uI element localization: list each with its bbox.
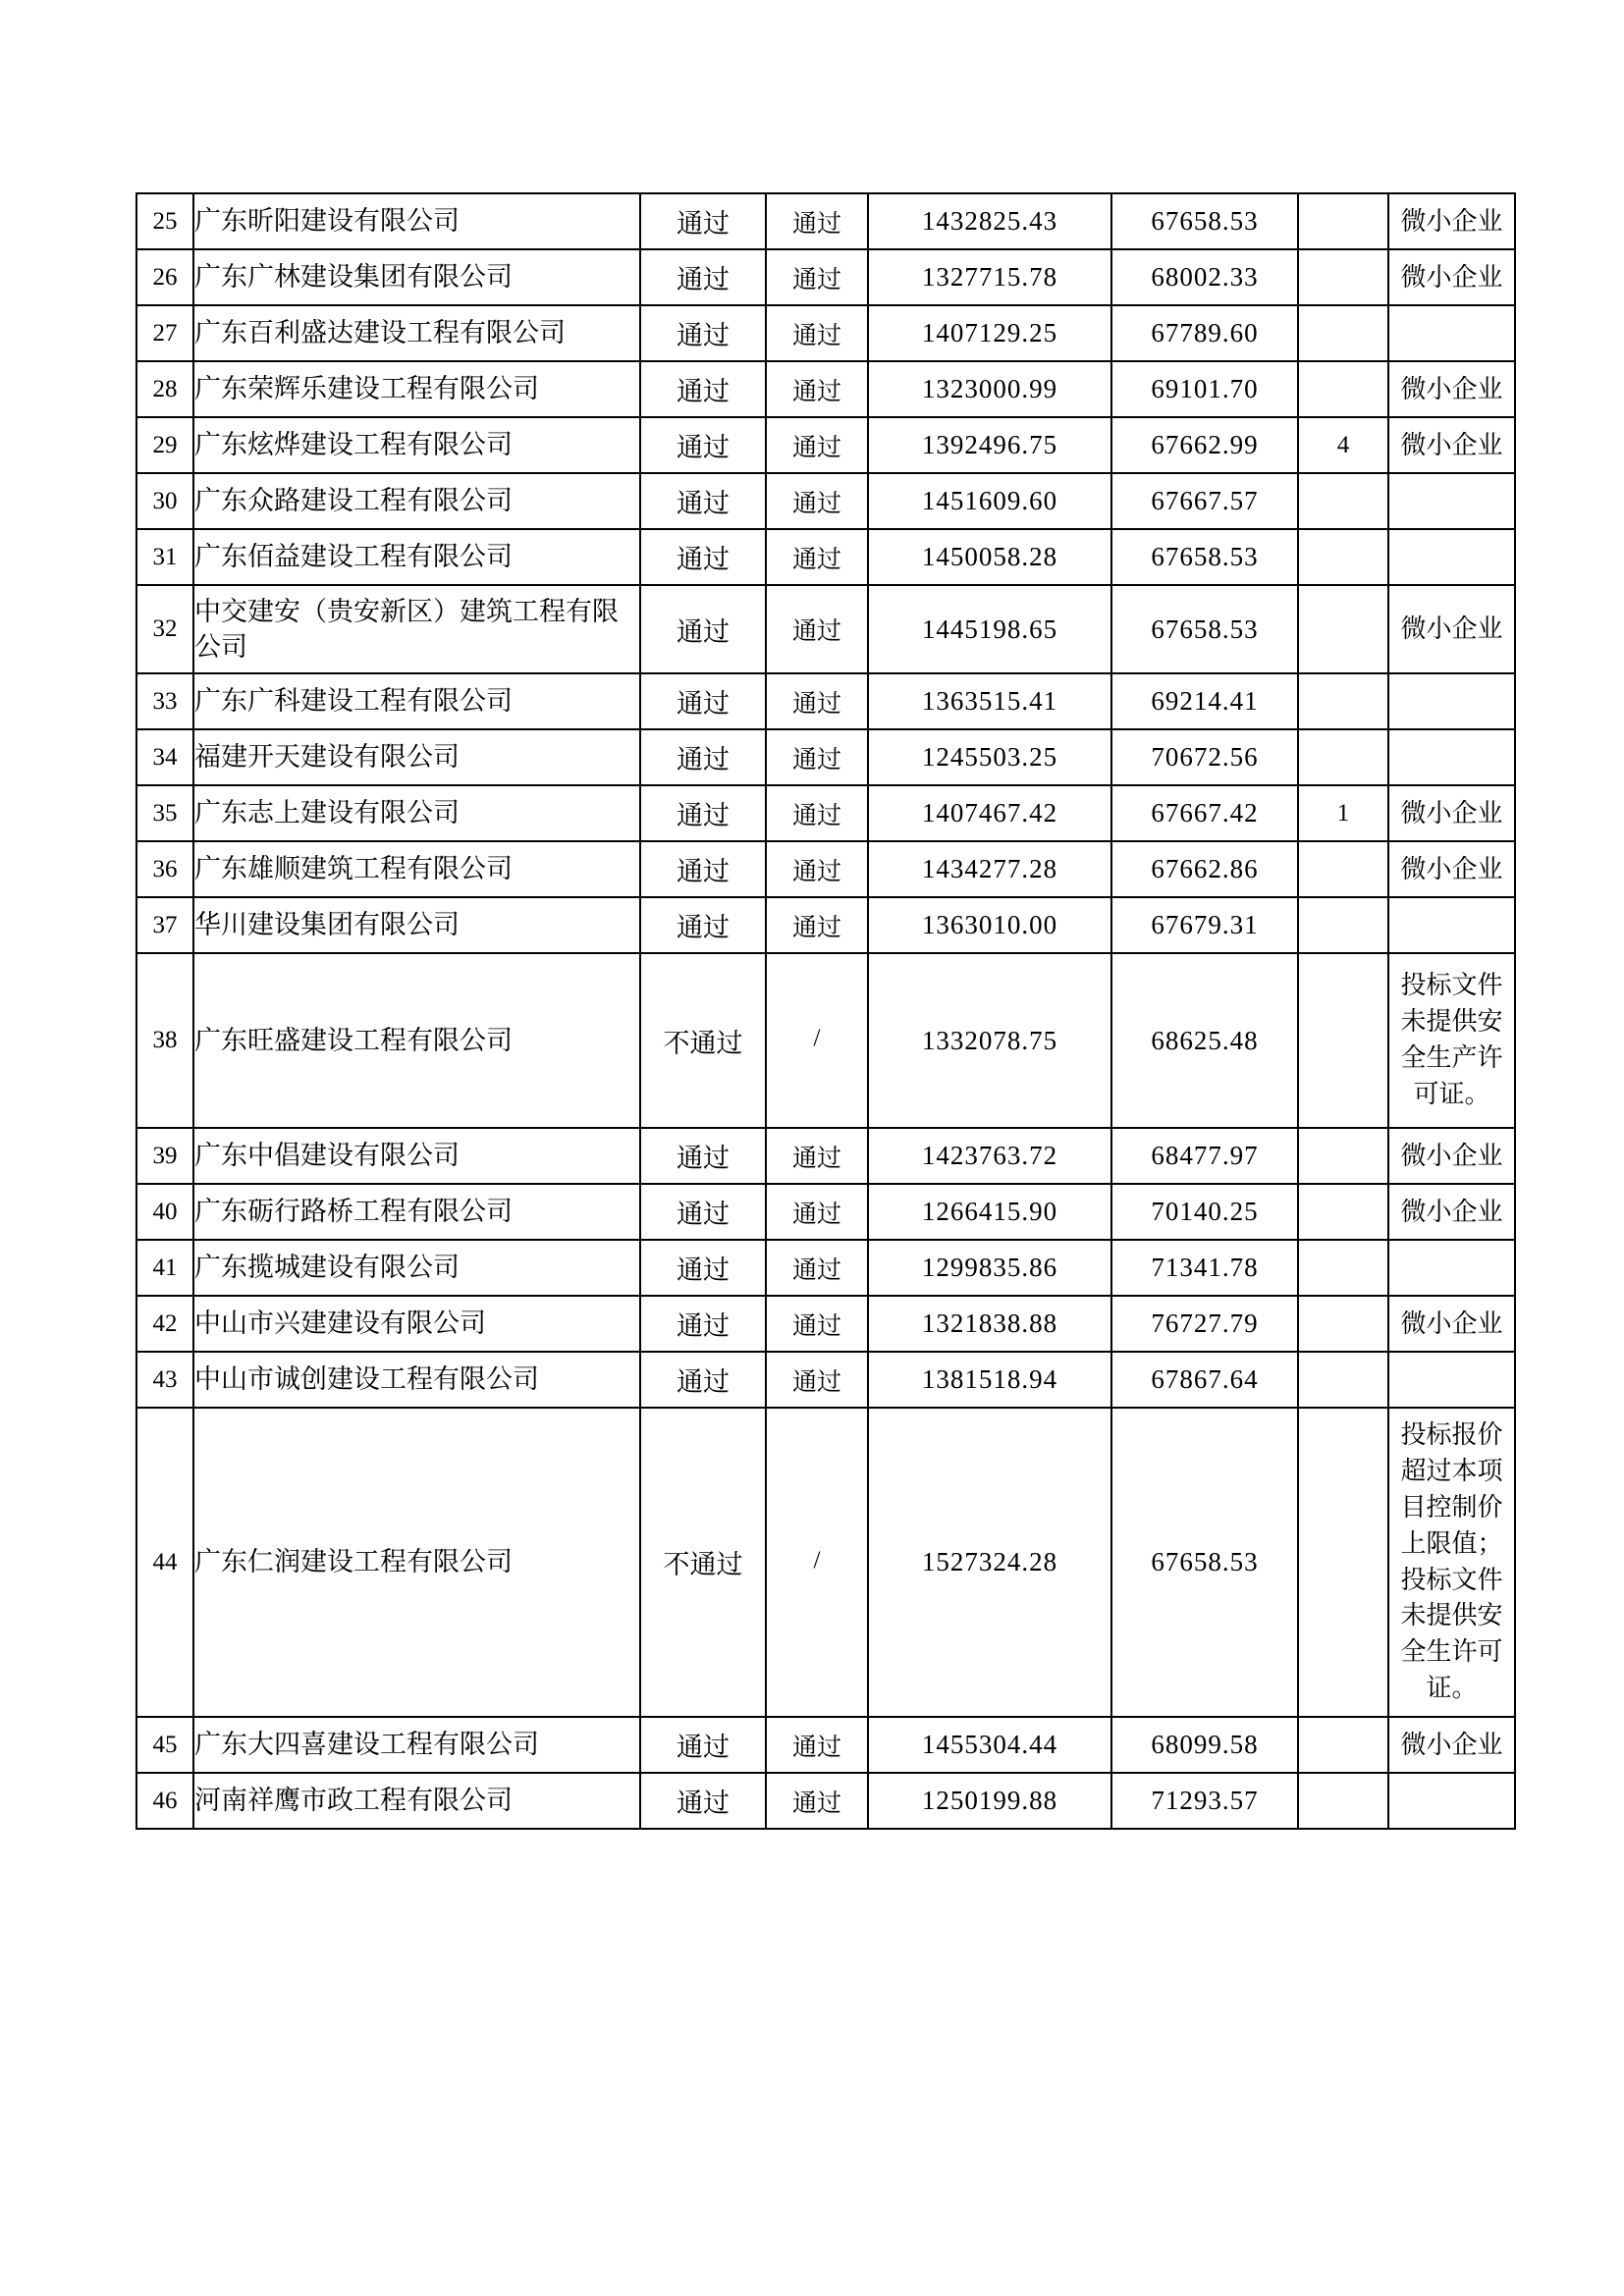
- bid-price: 1363515.41: [868, 673, 1111, 729]
- bid-price: 1266415.90: [868, 1184, 1111, 1240]
- responsiveness-check-result: /: [766, 1408, 868, 1717]
- enterprise-type-remark: [1388, 473, 1515, 529]
- bidder-name: 广东砺行路桥工程有限公司: [193, 1184, 640, 1240]
- bid-price: 1407467.42: [868, 785, 1111, 841]
- row-serial-number: 46: [136, 1773, 193, 1829]
- responsiveness-check-result: 通过: [766, 1352, 868, 1408]
- enterprise-type-remark: 微小企业: [1388, 1184, 1515, 1240]
- enterprise-type-remark: 微小企业: [1388, 361, 1515, 417]
- table-row: [136, 1128, 1515, 1184]
- table-row: [136, 1352, 1515, 1408]
- rejection-reason: 投标报价超过本项目控制价上限值；投标文件未提供安全生许可证。: [1388, 1408, 1515, 1717]
- bid-evaluation-table: [135, 192, 1516, 1830]
- responsiveness-check-result: 通过: [766, 1128, 868, 1184]
- responsiveness-check-result: 通过: [766, 1296, 868, 1352]
- qualification-check-result: 通过: [640, 417, 766, 473]
- bid-rate-value: 69214.41: [1111, 673, 1298, 729]
- enterprise-type-remark: 微小企业: [1388, 1296, 1515, 1352]
- qualification-check-result: 通过: [640, 729, 766, 785]
- bid-rank: [1298, 1352, 1388, 1408]
- table-row: [136, 585, 1515, 673]
- enterprise-type-remark: [1388, 305, 1515, 361]
- bid-rate-value: 67658.53: [1111, 585, 1298, 673]
- row-serial-number: 30: [136, 473, 193, 529]
- bid-rank: 4: [1298, 417, 1388, 473]
- table-row: [136, 1717, 1515, 1773]
- row-serial-number: 25: [136, 193, 193, 249]
- table-row: [136, 1773, 1515, 1829]
- qualification-check-result: 通过: [640, 785, 766, 841]
- bid-price: 1321838.88: [868, 1296, 1111, 1352]
- table-row: [136, 785, 1515, 841]
- bid-rate-value: 76727.79: [1111, 1296, 1298, 1352]
- bid-rank: [1298, 953, 1388, 1128]
- bid-price: 1323000.99: [868, 361, 1111, 417]
- enterprise-type-remark: 微小企业: [1388, 841, 1515, 897]
- table-row: [136, 361, 1515, 417]
- bid-price: 1407129.25: [868, 305, 1111, 361]
- bidder-name: 广东炫烨建设工程有限公司: [193, 417, 640, 473]
- bid-rate-value: 70672.56: [1111, 729, 1298, 785]
- bidder-name: 广东佰益建设工程有限公司: [193, 529, 640, 585]
- bid-price: 1332078.75: [868, 953, 1111, 1128]
- table-row: [136, 305, 1515, 361]
- bid-rate-value: 68477.97: [1111, 1128, 1298, 1184]
- enterprise-type-remark: [1388, 529, 1515, 585]
- enterprise-type-remark: 微小企业: [1388, 1717, 1515, 1773]
- qualification-check-result: 通过: [640, 1296, 766, 1352]
- table-row: [136, 729, 1515, 785]
- bid-rank: [1298, 841, 1388, 897]
- qualification-check-result: 通过: [640, 193, 766, 249]
- bidder-name: 广东荣辉乐建设工程有限公司: [193, 361, 640, 417]
- responsiveness-check-result: 通过: [766, 417, 868, 473]
- bidder-name: 广东广科建设工程有限公司: [193, 673, 640, 729]
- responsiveness-check-result: 通过: [766, 673, 868, 729]
- bid-rank: [1298, 1773, 1388, 1829]
- table-row: [136, 473, 1515, 529]
- qualification-check-result: 通过: [640, 1184, 766, 1240]
- bid-price: 1250199.88: [868, 1773, 1111, 1829]
- bid-rate-value: 67667.42: [1111, 785, 1298, 841]
- bid-rank: [1298, 473, 1388, 529]
- row-serial-number: 43: [136, 1352, 193, 1408]
- table-row: [136, 1240, 1515, 1296]
- responsiveness-check-result: 通过: [766, 305, 868, 361]
- bid-rank: [1298, 1408, 1388, 1717]
- qualification-check-result: 通过: [640, 897, 766, 953]
- bidder-name: 广东揽城建设有限公司: [193, 1240, 640, 1296]
- table-row: [136, 417, 1515, 473]
- bidder-name: 广东旺盛建设工程有限公司: [193, 953, 640, 1128]
- bid-price: 1245503.25: [868, 729, 1111, 785]
- row-serial-number: 29: [136, 417, 193, 473]
- qualification-check-result: 通过: [640, 305, 766, 361]
- row-serial-number: 36: [136, 841, 193, 897]
- enterprise-type-remark: 微小企业: [1388, 417, 1515, 473]
- row-serial-number: 32: [136, 585, 193, 673]
- qualification-check-result: 通过: [640, 1352, 766, 1408]
- bid-price: 1455304.44: [868, 1717, 1111, 1773]
- responsiveness-check-result: 通过: [766, 1717, 868, 1773]
- responsiveness-check-result: /: [766, 953, 868, 1128]
- bidder-name: 中山市诚创建设工程有限公司: [193, 1352, 640, 1408]
- bid-rank: [1298, 1184, 1388, 1240]
- bid-rank: [1298, 585, 1388, 673]
- enterprise-type-remark: [1388, 897, 1515, 953]
- bid-price: 1445198.65: [868, 585, 1111, 673]
- table-row: [136, 897, 1515, 953]
- bidder-name: 广东广林建设集团有限公司: [193, 249, 640, 305]
- row-serial-number: 39: [136, 1128, 193, 1184]
- qualification-check-result: 通过: [640, 1240, 766, 1296]
- row-serial-number: 33: [136, 673, 193, 729]
- qualification-check-result: 不通过: [640, 953, 766, 1128]
- bidder-name: 广东雄顺建筑工程有限公司: [193, 841, 640, 897]
- bid-rank: [1298, 897, 1388, 953]
- qualification-check-result: 通过: [640, 249, 766, 305]
- responsiveness-check-result: 通过: [766, 1240, 868, 1296]
- enterprise-type-remark: 微小企业: [1388, 585, 1515, 673]
- bid-price: 1299835.86: [868, 1240, 1111, 1296]
- bid-rank: [1298, 673, 1388, 729]
- responsiveness-check-result: 通过: [766, 193, 868, 249]
- bid-rank: [1298, 1717, 1388, 1773]
- bid-rate-value: 67667.57: [1111, 473, 1298, 529]
- qualification-check-result: 通过: [640, 673, 766, 729]
- responsiveness-check-result: 通过: [766, 361, 868, 417]
- row-serial-number: 26: [136, 249, 193, 305]
- bid-rank: [1298, 729, 1388, 785]
- bid-rate-value: 71293.57: [1111, 1773, 1298, 1829]
- enterprise-type-remark: 微小企业: [1388, 193, 1515, 249]
- bid-price: 1434277.28: [868, 841, 1111, 897]
- bid-price: 1363010.00: [868, 897, 1111, 953]
- bidder-name: 福建开天建设有限公司: [193, 729, 640, 785]
- bid-price: 1432825.43: [868, 193, 1111, 249]
- row-serial-number: 38: [136, 953, 193, 1128]
- bid-rate-value: 68625.48: [1111, 953, 1298, 1128]
- bid-rate-value: 67658.53: [1111, 1408, 1298, 1717]
- bid-price: 1327715.78: [868, 249, 1111, 305]
- row-serial-number: 35: [136, 785, 193, 841]
- row-serial-number: 37: [136, 897, 193, 953]
- bid-rate-value: 69101.70: [1111, 361, 1298, 417]
- enterprise-type-remark: [1388, 673, 1515, 729]
- bidder-name: 中山市兴建建设有限公司: [193, 1296, 640, 1352]
- enterprise-type-remark: 微小企业: [1388, 785, 1515, 841]
- bidder-name: 广东仁润建设工程有限公司: [193, 1408, 640, 1717]
- table-row: [136, 841, 1515, 897]
- bid-price: 1423763.72: [868, 1128, 1111, 1184]
- row-serial-number: 27: [136, 305, 193, 361]
- row-serial-number: 45: [136, 1717, 193, 1773]
- responsiveness-check-result: 通过: [766, 1773, 868, 1829]
- responsiveness-check-result: 通过: [766, 1184, 868, 1240]
- bidder-name: 广东中倡建设有限公司: [193, 1128, 640, 1184]
- qualification-check-result: 通过: [640, 841, 766, 897]
- bid-rank: [1298, 1240, 1388, 1296]
- enterprise-type-remark: [1388, 1352, 1515, 1408]
- qualification-check-result: 不通过: [640, 1408, 766, 1717]
- bidder-name: 河南祥鹰市政工程有限公司: [193, 1773, 640, 1829]
- row-serial-number: 31: [136, 529, 193, 585]
- bid-rank: [1298, 529, 1388, 585]
- table-row: [136, 249, 1515, 305]
- responsiveness-check-result: 通过: [766, 729, 868, 785]
- responsiveness-check-result: 通过: [766, 585, 868, 673]
- table-row: [136, 1296, 1515, 1352]
- bid-rate-value: 67867.64: [1111, 1352, 1298, 1408]
- bid-price: 1450058.28: [868, 529, 1111, 585]
- responsiveness-check-result: 通过: [766, 841, 868, 897]
- enterprise-type-remark: 微小企业: [1388, 249, 1515, 305]
- row-serial-number: 42: [136, 1296, 193, 1352]
- row-serial-number: 41: [136, 1240, 193, 1296]
- bid-rate-value: 68002.33: [1111, 249, 1298, 305]
- row-serial-number: 28: [136, 361, 193, 417]
- bid-rank: [1298, 249, 1388, 305]
- enterprise-type-remark: 微小企业: [1388, 1128, 1515, 1184]
- bid-rank: [1298, 305, 1388, 361]
- bid-price: 1392496.75: [868, 417, 1111, 473]
- bid-price: 1381518.94: [868, 1352, 1111, 1408]
- enterprise-type-remark: [1388, 1240, 1515, 1296]
- qualification-check-result: 通过: [640, 529, 766, 585]
- bid-rate-value: 67658.53: [1111, 529, 1298, 585]
- qualification-check-result: 通过: [640, 1717, 766, 1773]
- bid-rank: [1298, 1128, 1388, 1184]
- responsiveness-check-result: 通过: [766, 529, 868, 585]
- bidder-name: 广东众路建设工程有限公司: [193, 473, 640, 529]
- bidder-name: 华川建设集团有限公司: [193, 897, 640, 953]
- enterprise-type-remark: [1388, 1773, 1515, 1829]
- bid-rate-value: 67789.60: [1111, 305, 1298, 361]
- table-row: [136, 193, 1515, 249]
- bid-rate-value: 71341.78: [1111, 1240, 1298, 1296]
- bidder-name: 中交建安（贵安新区）建筑工程有限公司: [193, 585, 640, 673]
- table-row: [136, 1408, 1515, 1717]
- qualification-check-result: 通过: [640, 473, 766, 529]
- responsiveness-check-result: 通过: [766, 897, 868, 953]
- bid-rate-value: 67679.31: [1111, 897, 1298, 953]
- qualification-check-result: 通过: [640, 361, 766, 417]
- table-row: [136, 1184, 1515, 1240]
- bidder-name: 广东大四喜建设工程有限公司: [193, 1717, 640, 1773]
- qualification-check-result: 通过: [640, 1773, 766, 1829]
- row-serial-number: 40: [136, 1184, 193, 1240]
- qualification-check-result: 通过: [640, 585, 766, 673]
- bid-rate-value: 67662.99: [1111, 417, 1298, 473]
- bidder-name: 广东昕阳建设有限公司: [193, 193, 640, 249]
- responsiveness-check-result: 通过: [766, 249, 868, 305]
- table-row: [136, 529, 1515, 585]
- bid-rate-value: 67662.86: [1111, 841, 1298, 897]
- bid-rate-value: 70140.25: [1111, 1184, 1298, 1240]
- table-row: [136, 953, 1515, 1128]
- bidder-name: 广东百利盛达建设工程有限公司: [193, 305, 640, 361]
- bidder-name: 广东志上建设有限公司: [193, 785, 640, 841]
- rejection-reason: 投标文件未提供安全生产许可证。: [1388, 953, 1515, 1128]
- responsiveness-check-result: 通过: [766, 785, 868, 841]
- bid-evaluation-table-wrapper: [135, 192, 1514, 1830]
- table-row: [136, 673, 1515, 729]
- responsiveness-check-result: 通过: [766, 473, 868, 529]
- bid-rank: 1: [1298, 785, 1388, 841]
- bid-rank: [1298, 361, 1388, 417]
- bid-price: 1527324.28: [868, 1408, 1111, 1717]
- enterprise-type-remark: [1388, 729, 1515, 785]
- row-serial-number: 34: [136, 729, 193, 785]
- bid-rank: [1298, 1296, 1388, 1352]
- row-serial-number: 44: [136, 1408, 193, 1717]
- bid-rank: [1298, 193, 1388, 249]
- bid-rate-value: 68099.58: [1111, 1717, 1298, 1773]
- bid-price: 1451609.60: [868, 473, 1111, 529]
- bid-rate-value: 67658.53: [1111, 193, 1298, 249]
- qualification-check-result: 通过: [640, 1128, 766, 1184]
- table-body: [136, 193, 1515, 1829]
